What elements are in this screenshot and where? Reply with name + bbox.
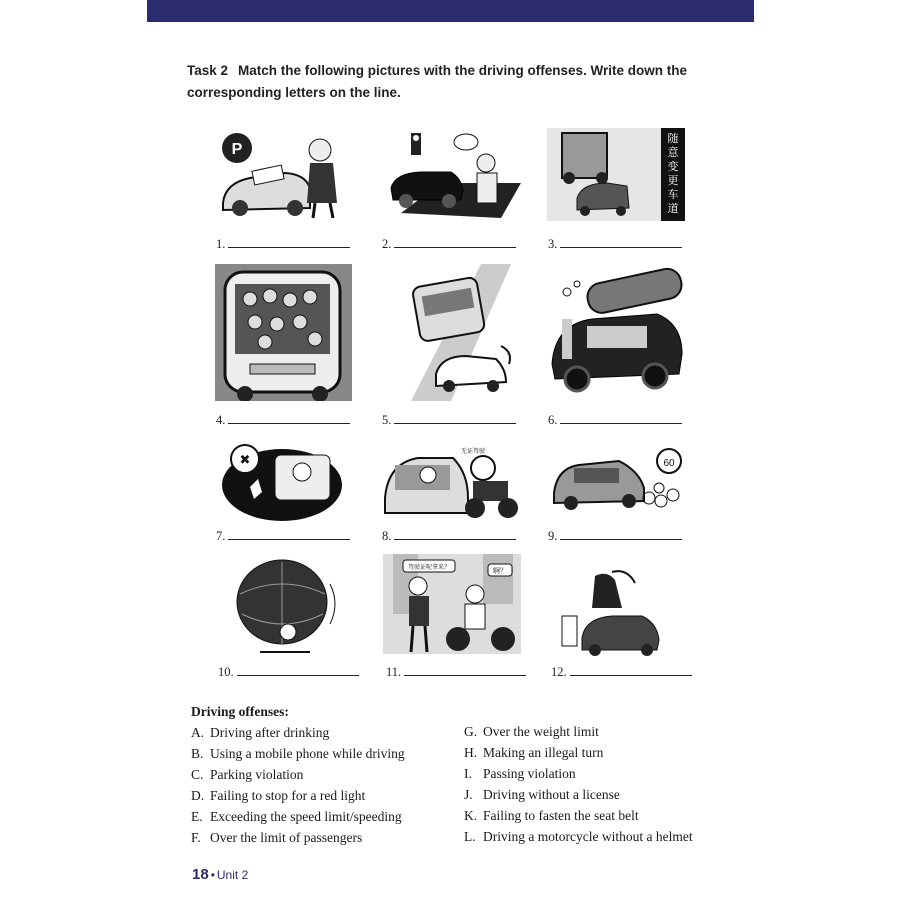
answer-9[interactable]: 9. [548,528,682,544]
answer-line[interactable] [394,412,516,424]
svg-text:驾驶证呢拿来？: 驾驶证呢拿来？ [407,564,451,571]
picture-5 [381,264,521,401]
illegal-turn-cartoon-icon [381,264,521,401]
answer-line[interactable] [237,664,359,676]
lane-change-cartoon-icon [547,128,685,221]
answer-2[interactable]: 2. [382,236,516,252]
offense-a: A. Driving after drinking [191,725,330,740]
picture-7 [220,437,345,521]
phone-driver-cartoon-icon [220,437,345,521]
answer-3[interactable]: 3. [548,236,682,252]
overloaded-cart-cartoon-icon [230,554,355,659]
svg-text:道: 道 [667,202,679,215]
answer-line[interactable] [560,528,682,540]
offense-l: L. Driving a motorcycle without a helmet [464,829,693,844]
overcrowded-bus-cartoon-icon [215,264,352,401]
picture-2 [381,128,521,221]
answer-8[interactable]: 8. [382,528,516,544]
offense-b: B. Using a mobile phone while driving [191,746,405,761]
answer-line[interactable] [404,664,526,676]
picture-1 [215,128,352,221]
picture-3 [547,128,685,221]
answer-line[interactable] [570,664,692,676]
offense-g: G. Over the weight limit [464,724,599,739]
picture-11 [383,554,521,654]
offense-h: H. Making an illegal turn [464,745,604,760]
task-text: Match the following pictures with the driving offenses. Write down the corresponding letters on the line. [187,63,688,100]
offense-k: K. Failing to fasten the seat belt [464,808,639,823]
svg-text:意: 意 [667,146,679,159]
offense-f: F. Over the limit of passengers [191,830,363,845]
answer-6[interactable]: 6. [548,412,682,428]
answer-line[interactable] [228,528,350,540]
unit-label: Unit 2 [216,868,249,882]
picture-10 [230,554,355,659]
answer-11[interactable]: 11. [386,664,526,680]
answer-line[interactable] [394,236,516,248]
svg-text:啊？: 啊？ [493,567,507,575]
death-driver-cartoon-icon [557,568,675,656]
svg-text:更: 更 [667,174,679,187]
svg-text:变: 变 [667,160,679,173]
task-instruction [187,60,727,104]
speeding-car-cartoon-icon [549,443,685,521]
svg-text:车: 车 [667,188,679,201]
svg-text:✖: ✖ [239,453,251,468]
drinking-driver-cartoon-icon [547,264,685,401]
picture-8 [383,443,521,521]
no-helmet-cartoon-icon [383,554,521,654]
answer-line[interactable] [394,528,516,540]
svg-text:无证驾驶: 无证驾驶 [461,448,486,455]
picture-4 [215,264,352,401]
picture-12 [557,568,675,656]
answer-1[interactable]: 1. [216,236,350,252]
task-number: Task 2 [187,63,229,78]
svg-text:随: 随 [667,132,679,145]
picture-6 [547,264,685,401]
offense-d: D. Failing to stop for a red light [191,788,366,803]
header-band [147,0,754,22]
answer-7[interactable]: 7. [216,528,350,544]
answer-line[interactable] [560,236,682,248]
answer-line[interactable] [560,412,682,424]
answer-5[interactable]: 5. [382,412,516,428]
answer-4[interactable]: 4. [216,412,350,428]
offense-c: C. Parking violation [191,767,304,782]
footer-separator: • [210,868,215,882]
answer-line[interactable] [228,412,350,424]
offense-i: I. Passing violation [464,766,576,781]
offenses-title: Driving offenses: [191,704,289,719]
offense-e: E. Exceeding the speed limit/speeding [191,809,402,824]
answer-12[interactable]: 12. [551,664,692,680]
page-number: 18 [192,866,209,883]
parking-violation-cartoon-icon [215,128,352,221]
offense-j: J. Driving without a license [464,787,620,802]
red-light-cartoon-icon [381,128,521,221]
page-footer [192,866,248,884]
svg-text:60: 60 [663,458,675,469]
answer-10[interactable]: 10. [218,664,359,680]
svg-text:P: P [231,141,243,158]
answer-line[interactable] [228,236,350,248]
traffic-jam-cartoon-icon [383,443,521,521]
picture-9 [549,443,685,521]
